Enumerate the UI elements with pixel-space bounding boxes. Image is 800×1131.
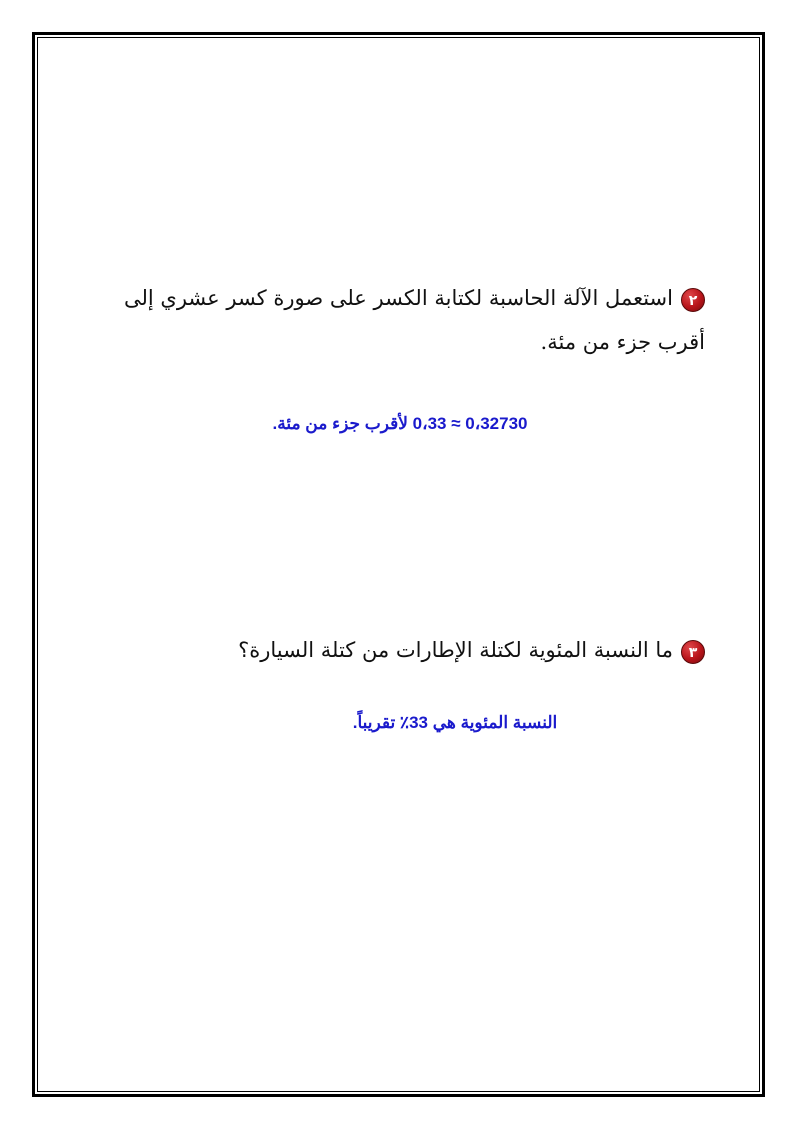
answer-2: 0،32730 ≈ 0،33 لأقرب جزء من مئة. (272, 414, 528, 433)
page-border-inner (37, 37, 760, 1092)
answer-3: النسبة المئوية هي 33٪ تقريباً. (352, 713, 558, 732)
question-3 (105, 628, 705, 672)
question-text: ما النسبة المئوية لكتلة الإطارات من كتلة السيارة؟ (238, 638, 673, 662)
question-2 (105, 276, 705, 364)
question-text: استعمل الآلة الحاسبة لكتابة الكسر على صورة كسر عشري إلى أقرب جزء من مئة. (123, 286, 705, 354)
question-number-badge: ٣ (681, 640, 705, 664)
question-number-badge: ٢ (681, 288, 705, 312)
